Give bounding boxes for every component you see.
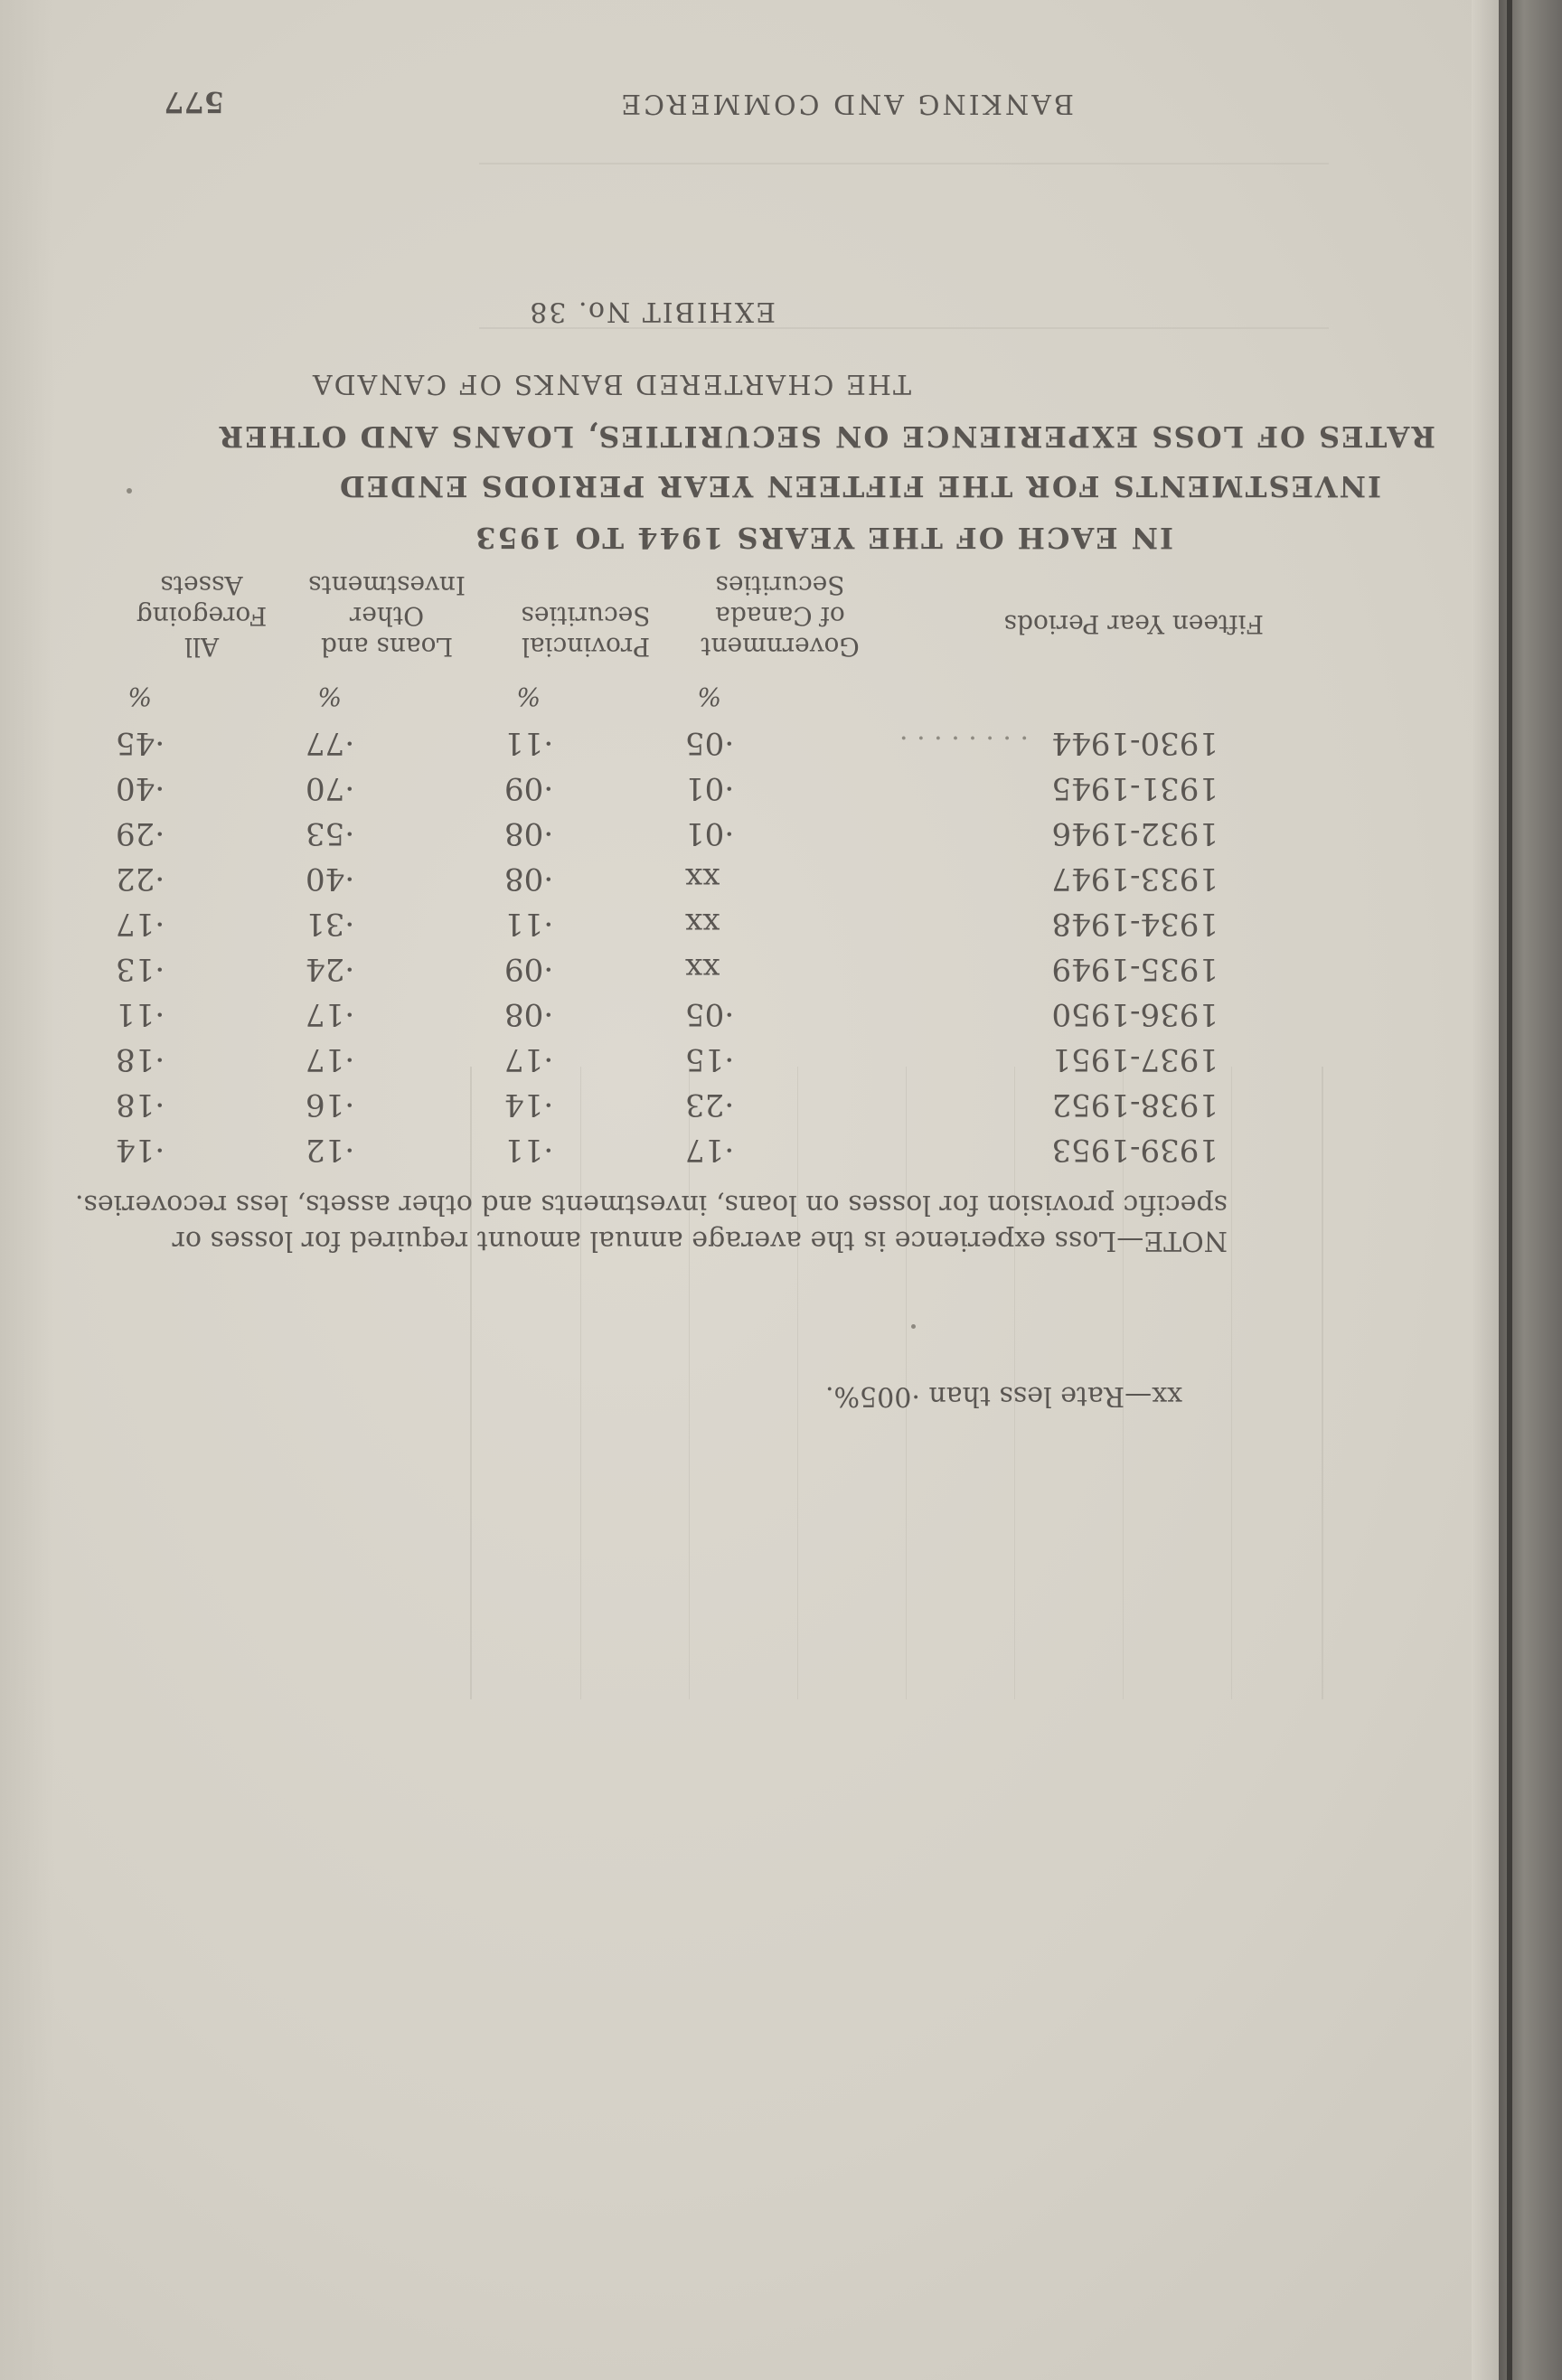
page-number: 577 [164, 85, 224, 119]
cell-loans: ·12 [306, 1132, 355, 1168]
leader-dots: . . . . . . . . [899, 729, 1029, 761]
cell-all-assets: ·17 [116, 906, 165, 942]
cell-provincial: ·08 [504, 815, 554, 851]
cell-loans: ·53 [306, 815, 355, 851]
cell-government: ·05 [685, 725, 735, 761]
cell-government: ·01 [685, 770, 735, 806]
cell-all-assets: ·29 [116, 815, 165, 851]
cell-government: xx [685, 861, 720, 897]
cell-all-assets: ·18 [116, 1087, 165, 1123]
cell-all-assets: ·14 [116, 1132, 165, 1168]
cell-loans: ·24 [306, 951, 355, 987]
cell-loans: ·70 [306, 770, 355, 806]
row-period: 1936-1950 [1051, 996, 1219, 1032]
cell-all-assets: ·40 [116, 770, 165, 806]
column-heading-all-assets: All Foregoing Assets [136, 570, 268, 662]
cell-provincial: ·14 [504, 1087, 554, 1123]
column-heading-government: Government of Canada Securities [701, 570, 860, 662]
running-header: BANKING AND COMMERCE [618, 88, 1074, 119]
cell-government: xx [685, 951, 720, 987]
cell-loans: ·40 [306, 861, 355, 897]
column-heading-provincial: Provincial Securities [521, 601, 651, 662]
unit-loans: % [317, 682, 342, 711]
table-note: NOTE—Loss experience is the average annual amount required for losses or specific provision for losses on loans, investments and other assets, less recoveries. [74, 1189, 1228, 1256]
cell-provincial: ·11 [504, 906, 554, 942]
cell-all-assets: ·18 [116, 1041, 165, 1077]
cell-provincial: ·17 [504, 1041, 554, 1077]
column-heading-periods: Fifteen Year Periods [1003, 609, 1264, 639]
row-period: 1932-1946 [1051, 815, 1219, 851]
unit-provincial: % [516, 682, 541, 711]
title-line-3: INVESTMENTS FOR THE FIFTEEN YEAR PERIODS ENDED [338, 469, 1381, 503]
cell-loans: ·77 [306, 725, 355, 761]
cell-government: ·05 [685, 996, 735, 1032]
row-period: 1938-1952 [1051, 1087, 1219, 1123]
cell-provincial: ·09 [504, 951, 554, 987]
cell-government: ·15 [685, 1041, 735, 1077]
title-line-1: THE CHARTERED BANKS OF CANADA [310, 368, 911, 400]
cell-all-assets: ·22 [116, 861, 165, 897]
row-period: 1931-1945 [1051, 770, 1219, 806]
cell-loans: ·17 [306, 996, 355, 1032]
row-period: 1933-1947 [1051, 861, 1219, 897]
row-period: 1939-1953 [1051, 1132, 1219, 1168]
speck [127, 488, 132, 494]
column-heading-loans: Loans and Other Investments [308, 570, 466, 662]
cell-government: ·01 [685, 815, 735, 851]
cell-loans: ·17 [306, 1041, 355, 1077]
cell-government: ·23 [685, 1087, 735, 1123]
row-period: 1935-1949 [1051, 951, 1219, 987]
cell-provincial: ·11 [504, 1132, 554, 1168]
cell-loans: ·31 [306, 906, 355, 942]
cell-all-assets: ·13 [116, 951, 165, 987]
title-line-2: RATES OF LOSS EXPERIENCE ON SECURITIES, LOANS AND OTHER [217, 419, 1435, 454]
unit-all-assets: % [127, 682, 152, 711]
cell-all-assets: ·45 [116, 725, 165, 761]
cell-loans: ·16 [306, 1087, 355, 1123]
exhibit-number: EXHIBIT No. 38 [528, 296, 776, 327]
cell-provincial: ·08 [504, 996, 554, 1032]
xx-footnote: xx—Rate less than ·005%. [825, 1380, 1182, 1412]
cell-government: ·17 [685, 1132, 735, 1168]
speck [911, 1324, 916, 1329]
row-period: 1934-1948 [1051, 906, 1219, 942]
row-period: 1930-1944 [1051, 725, 1219, 761]
cell-government: xx [685, 906, 720, 942]
cell-provincial: ·08 [504, 861, 554, 897]
row-period: 1937-1951 [1051, 1041, 1219, 1077]
cell-provincial: ·09 [504, 770, 554, 806]
cell-all-assets: ·11 [116, 996, 165, 1032]
cell-provincial: ·11 [504, 725, 554, 761]
title-line-4: IN EACH OF THE YEARS 1944 TO 1953 [474, 521, 1173, 555]
unit-government: % [697, 682, 721, 711]
